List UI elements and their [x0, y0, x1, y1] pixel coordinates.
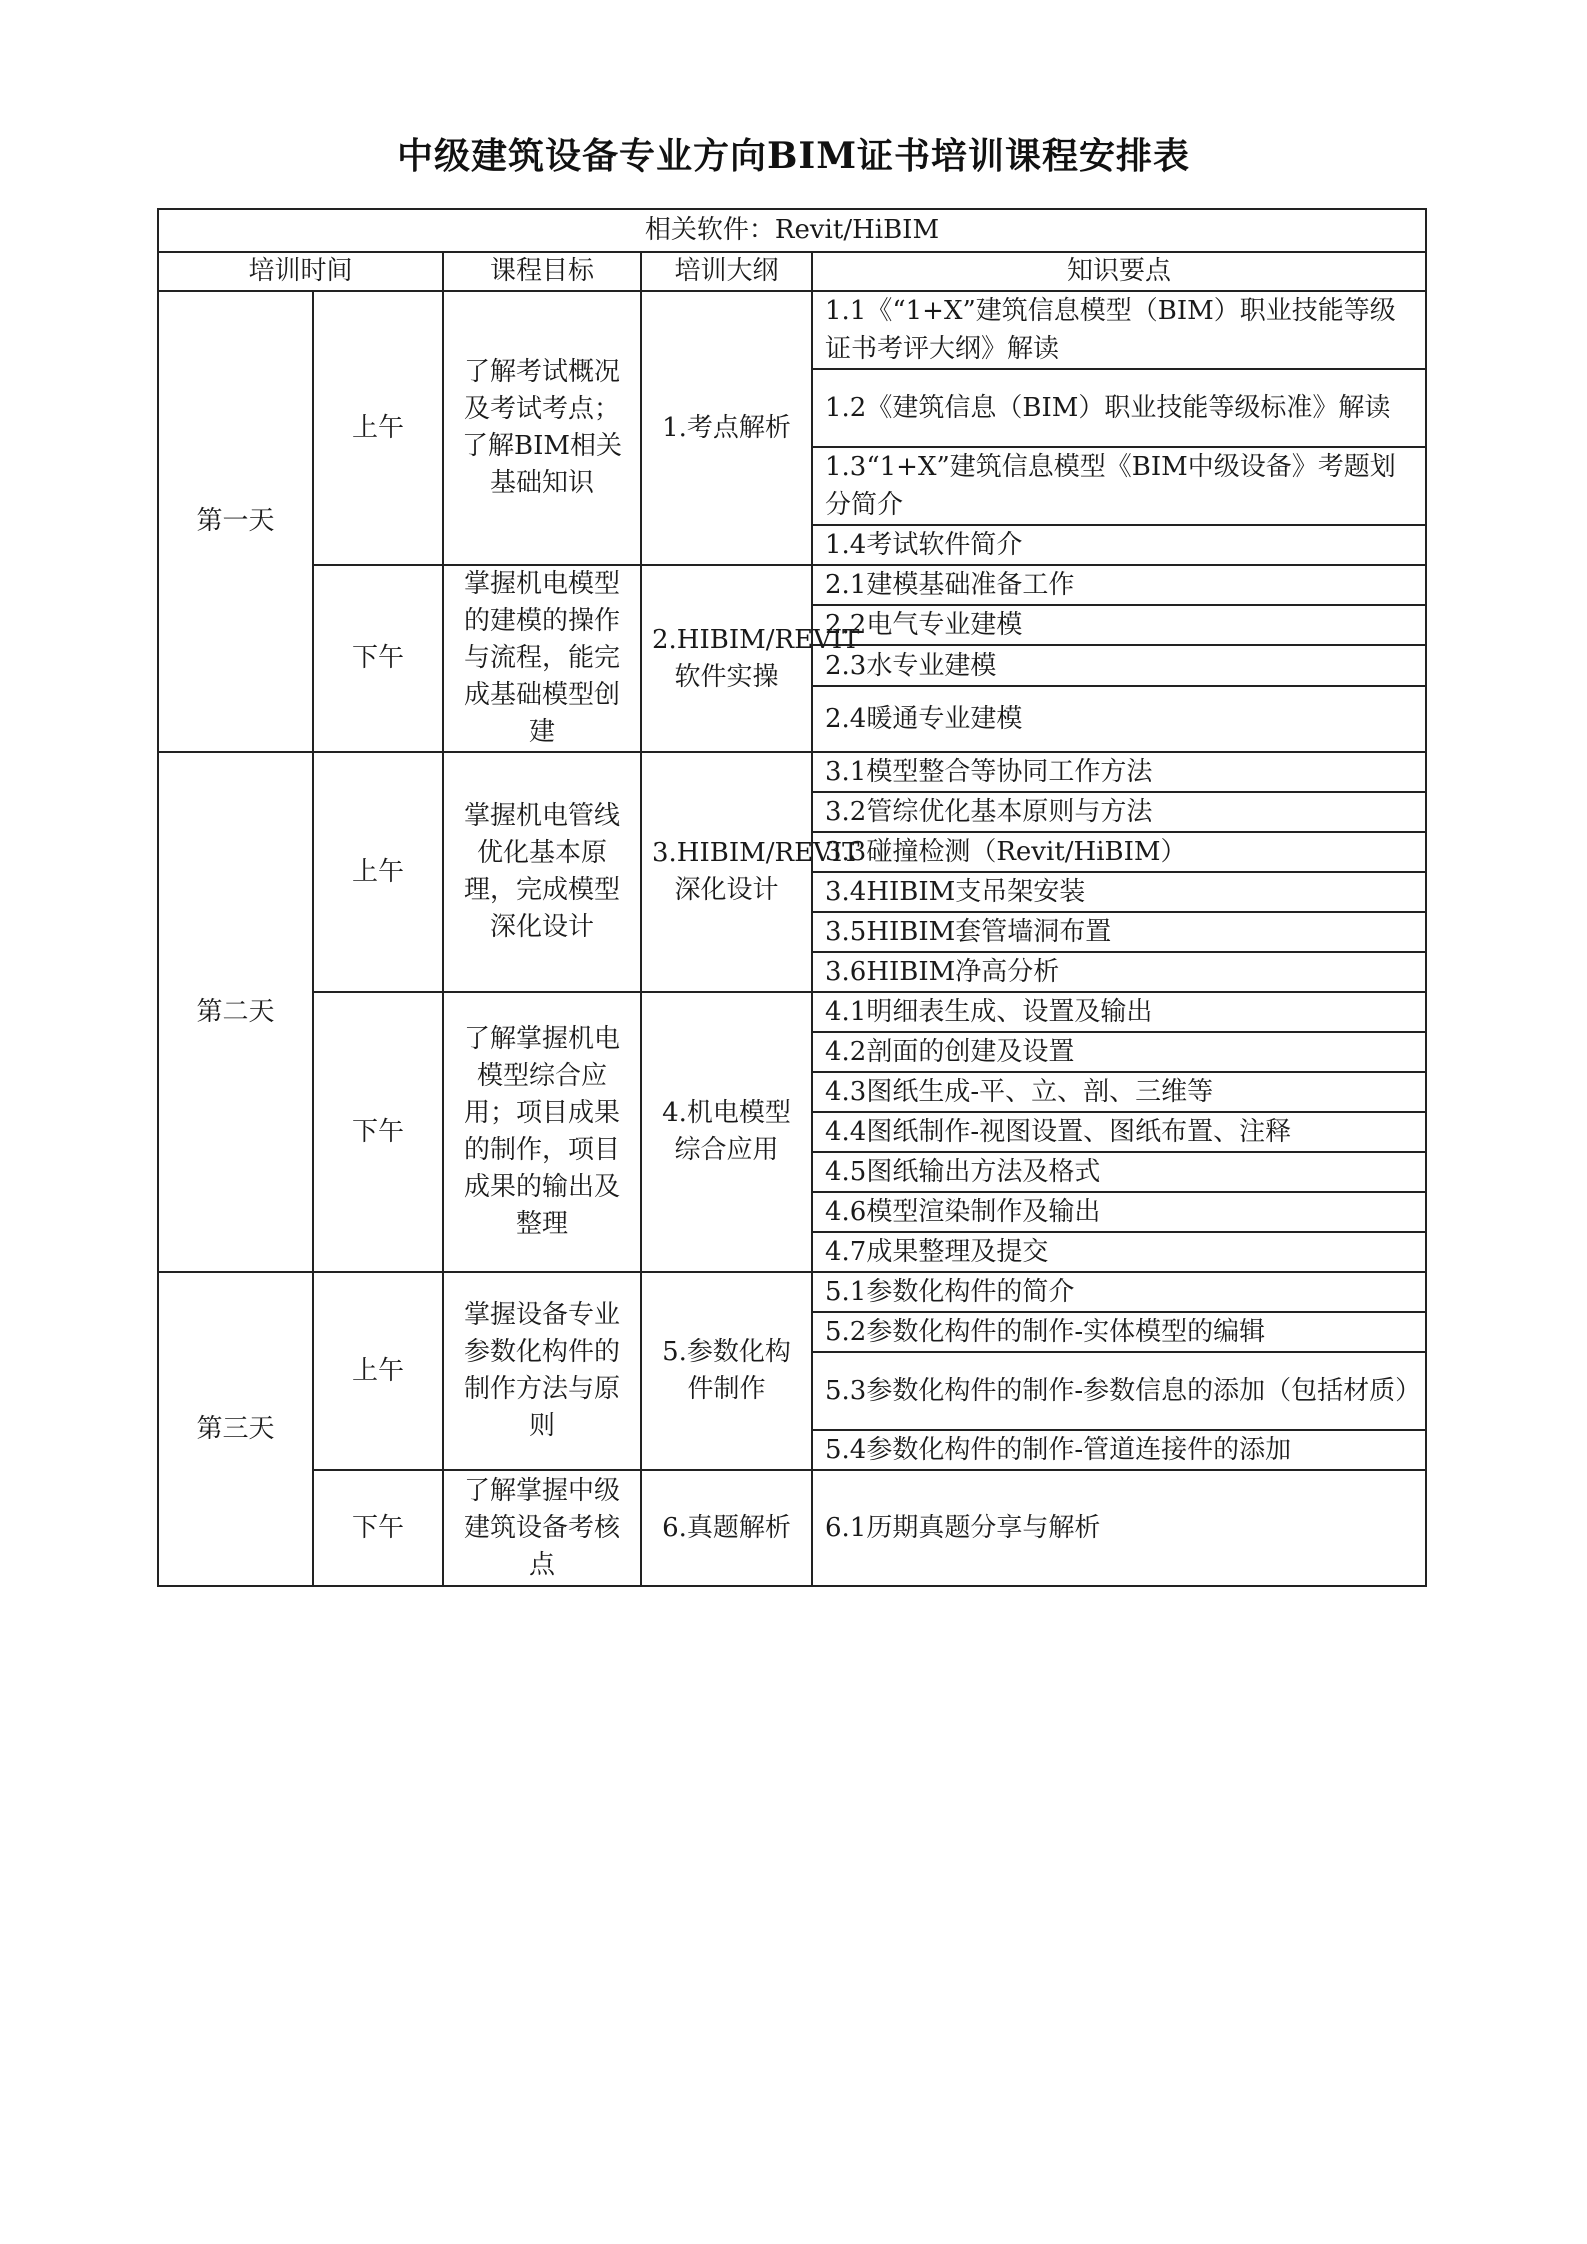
knowledge-point: 2.1建模基础准备工作	[812, 565, 1426, 605]
knowledge-point: 3.2管综优化基本原则与方法	[812, 792, 1426, 832]
training-outline: 5.参数化构件制作	[641, 1272, 812, 1470]
knowledge-point: 4.7成果整理及提交	[812, 1232, 1426, 1272]
knowledge-point: 5.4参数化构件的制作-管道连接件的添加	[812, 1430, 1426, 1470]
knowledge-point: 4.2剖面的创建及设置	[812, 1032, 1426, 1072]
knowledge-point: 3.5HIBIM套管墙洞布置	[812, 912, 1426, 952]
knowledge-point: 2.3水专业建模	[812, 645, 1426, 685]
table-row	[158, 291, 1426, 369]
training-outline: 6.真题解析	[641, 1470, 812, 1586]
table-row	[158, 1272, 1426, 1312]
header-time: 培训时间	[158, 252, 443, 291]
training-outline: 4.机电模型综合应用	[641, 992, 812, 1272]
knowledge-point: 4.6模型渲染制作及输出	[812, 1192, 1426, 1232]
course-goal: 掌握机电模型的建模的操作与流程，能完成基础模型创建	[443, 565, 641, 752]
knowledge-point: 3.6HIBIM净高分析	[812, 952, 1426, 992]
course-goal: 了解掌握机电模型综合应用；项目成果的制作，项目成果的输出及整理	[443, 992, 641, 1272]
table-row	[158, 992, 1426, 1032]
course-goal: 掌握机电管线优化基本原理，完成模型深化设计	[443, 752, 641, 992]
period-label: 下午	[313, 992, 443, 1272]
course-goal: 了解掌握中级建筑设备考核点	[443, 1470, 641, 1586]
period-label: 下午	[313, 565, 443, 752]
software-cell: 相关软件：Revit/HiBIM	[158, 209, 1426, 252]
knowledge-point: 2.2电气专业建模	[812, 605, 1426, 645]
knowledge-point: 3.1模型整合等协同工作方法	[812, 752, 1426, 792]
course-goal: 掌握设备专业参数化构件的制作方法与原则	[443, 1272, 641, 1470]
training-outline: 2.HIBIM/REVIT软件实操	[641, 565, 812, 752]
course-schedule-table	[157, 208, 1427, 1587]
knowledge-point: 5.3参数化构件的制作-参数信息的添加（包括材质）	[812, 1352, 1426, 1430]
knowledge-point: 3.3碰撞检测（Revit/HiBIM）	[812, 832, 1426, 872]
knowledge-point: 3.4HIBIM支吊架安装	[812, 872, 1426, 912]
training-outline: 3.HIBIM/REVIT深化设计	[641, 752, 812, 992]
software-row	[158, 209, 1426, 252]
day-label: 第二天	[158, 752, 313, 1272]
day-label: 第一天	[158, 291, 313, 752]
course-goal: 了解考试概况及考试考点；了解BIM相关基础知识	[443, 291, 641, 565]
knowledge-point: 4.4图纸制作-视图设置、图纸布置、注释	[812, 1112, 1426, 1152]
knowledge-point: 6.1历期真题分享与解析	[812, 1470, 1426, 1586]
knowledge-point: 4.5图纸输出方法及格式	[812, 1152, 1426, 1192]
period-label: 下午	[313, 1470, 443, 1586]
period-label: 上午	[313, 291, 443, 565]
table-row	[158, 565, 1426, 605]
header-outline: 培训大纲	[641, 252, 812, 291]
header-row	[158, 252, 1426, 291]
knowledge-point: 1.4考试软件简介	[812, 525, 1426, 565]
knowledge-point: 1.3“1+X”建筑信息模型《BIM中级设备》考题划分简介	[812, 447, 1426, 525]
page-title: 中级建筑设备专业方向BIM证书培训课程安排表	[396, 135, 1191, 177]
table-row	[158, 1470, 1426, 1586]
knowledge-point: 1.2《建筑信息（BIM）职业技能等级标准》解读	[812, 369, 1426, 447]
knowledge-point: 2.4暖通专业建模	[812, 686, 1426, 752]
knowledge-point: 4.3图纸生成-平、立、剖、三维等	[812, 1072, 1426, 1112]
knowledge-point: 4.1明细表生成、设置及输出	[812, 992, 1426, 1032]
table-row	[158, 752, 1426, 792]
header-points: 知识要点	[812, 252, 1426, 291]
period-label: 上午	[313, 1272, 443, 1470]
knowledge-point: 5.2参数化构件的制作-实体模型的编辑	[812, 1312, 1426, 1352]
training-outline: 1.考点解析	[641, 291, 812, 565]
knowledge-point: 1.1《“1+X”建筑信息模型（BIM）职业技能等级证书考评大纲》解读	[812, 291, 1426, 369]
day-label: 第三天	[158, 1272, 313, 1586]
header-goal: 课程目标	[443, 252, 641, 291]
period-label: 上午	[313, 752, 443, 992]
knowledge-point: 5.1参数化构件的简介	[812, 1272, 1426, 1312]
